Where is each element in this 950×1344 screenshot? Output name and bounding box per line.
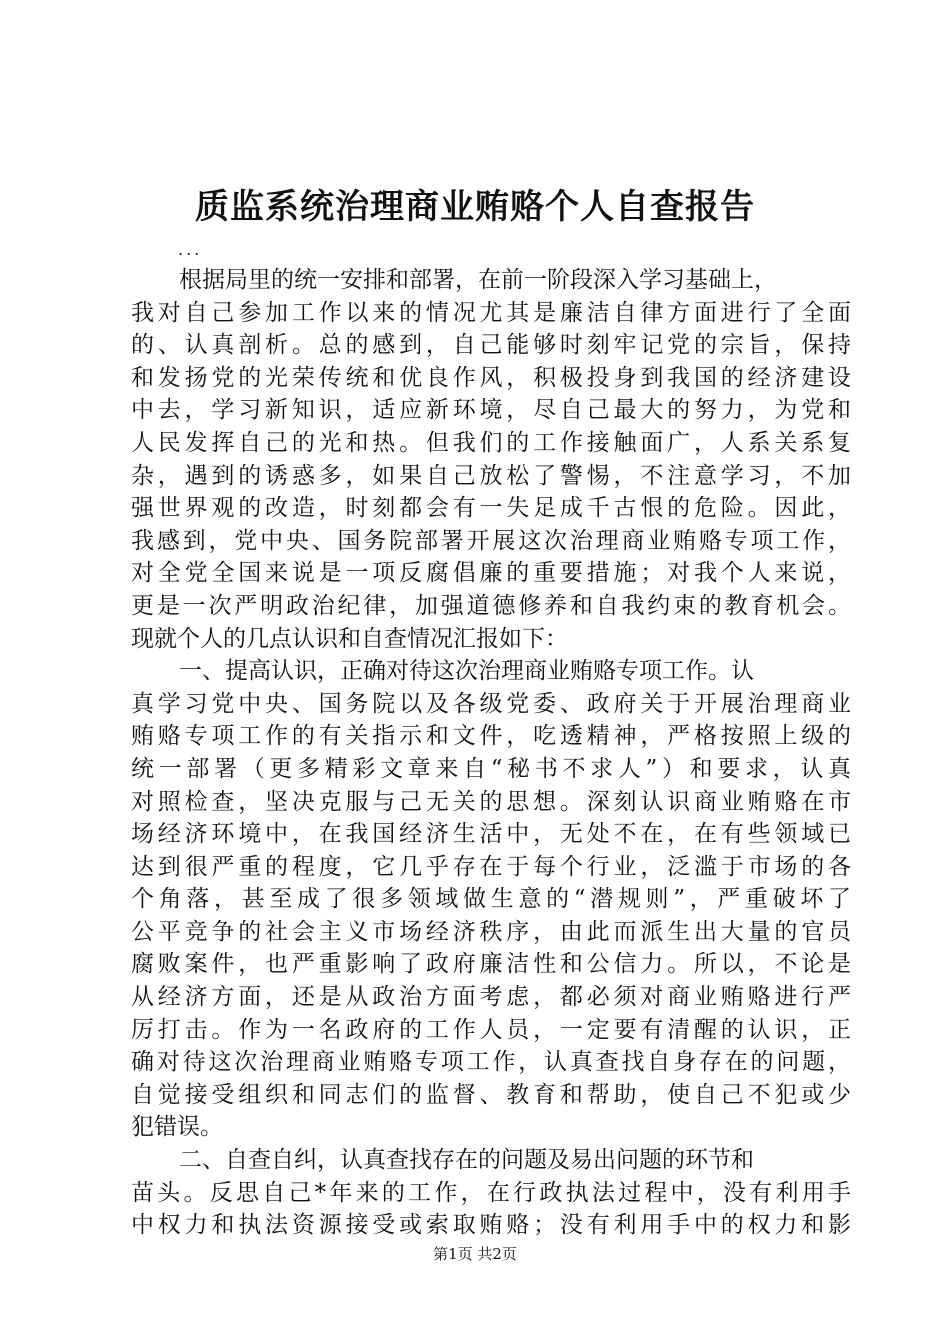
- text-line: 中权力和执法资源接受或索取贿赂；没有利用手中的权力和影: [131, 1212, 851, 1239]
- text-line: 公平竞争的社会主义市场经济秩序，由此而派生出大量的官员: [131, 918, 851, 945]
- text-line: 更是一次严明政治纪律，加强道德修养和自我约束的教育机会。: [131, 592, 851, 619]
- text-line: 厉打击。作为一名政府的工作人员，一定要有清醒的认识，正: [131, 1016, 851, 1043]
- text-line: 贿赂专项工作的有关指示和文件，吃透精神，严格按照上级的: [131, 723, 851, 750]
- text-line: 强世界观的改造，时刻都会有一失足成千古恨的危险。因此，: [131, 495, 851, 522]
- text-line: 人民发挥自己的光和热。但我们的工作接触面广，人系关系复: [131, 429, 851, 456]
- text-line: 一、提高认识，正确对待这次治理商业贿赂专项工作。认: [179, 658, 754, 685]
- text-line: 我对自己参加工作以来的情况尤其是廉洁自律方面进行了全面: [131, 299, 851, 326]
- text-line: 根据局里的统一安排和部署，在前一阶段深入学习基础上，: [179, 267, 777, 293]
- text-line: 二、自查自纠，认真查找存在的问题及易出问题的环节和: [179, 1147, 754, 1174]
- text-line: 中去，学习新知识，适应新环境，尽自己最大的努力，为党和: [131, 397, 851, 424]
- text-line: 对照检查，坚决克服与己无关的思想。深刻认识商业贿赂在市: [131, 788, 851, 815]
- text-line: 现就个人的几点认识和自查情况汇报如下：: [131, 625, 568, 652]
- text-line: 达到很严重的程度，它几乎存在于每个行业，泛滥于市场的各: [131, 853, 851, 880]
- document-body: [131, 264, 851, 1242]
- text-line: 自觉接受组织和同志们的监督、教育和帮助，使自己不犯或少: [131, 1081, 851, 1108]
- ellipsis-marker: ...: [178, 240, 203, 259]
- text-line: 对全党全国来说是一项反腐倡廉的重要措施；对我个人来说，: [131, 560, 851, 587]
- text-line: 真学习党中央、国务院以及各级党委、政府关于开展治理商业: [131, 690, 851, 717]
- text-line: 我感到，党中央、国务院部署开展这次治理商业贿赂专项工作，: [131, 527, 851, 554]
- text-line: 的、认真剖析。总的感到，自己能够时刻牢记党的宗旨，保持: [131, 332, 851, 359]
- text-line: 从经济方面，还是从政治方面考虑，都必须对商业贿赂进行严: [131, 984, 851, 1011]
- document-title: 质监系统治理商业贿赂个人自查报告: [195, 187, 755, 227]
- text-line: 苗头。反思自己*年来的工作，在行政执法过程中，没有利用手: [131, 1179, 851, 1206]
- text-line: 场经济环境中，在我国经济生活中，无处不在，在有些领域已: [131, 821, 851, 848]
- text-line: 犯错误。: [131, 1114, 223, 1141]
- page-number-footer: 第1页 共2页: [433, 1245, 517, 1263]
- text-line: 腐败案件，也严重影响了政府廉洁性和公信力。所以，不论是: [131, 951, 851, 978]
- text-line: 统一部署（更多精彩文章来自“秘书不求人”）和要求，认真: [131, 755, 851, 782]
- text-line: 杂，遇到的诱惑多，如果自己放松了警惕，不注意学习，不加: [131, 462, 851, 489]
- text-line: 个角落，甚至成了很多领域做生意的“潜规则”，严重破坏了: [131, 886, 851, 913]
- text-line: 和发扬党的光荣传统和优良作风，积极投身到我国的经济建设: [131, 364, 851, 391]
- text-line: 确对待这次治理商业贿赂专项工作，认真查找自身存在的问题，: [131, 1049, 851, 1076]
